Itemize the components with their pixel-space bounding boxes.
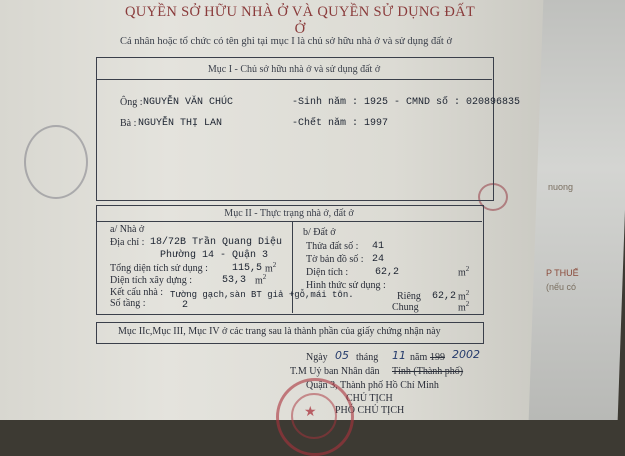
unit-superscript: 2 (465, 300, 470, 308)
land-area-value: 62,2 (375, 267, 400, 278)
owner-info: -Sinh năm : 1925 - CMND số : 020896835 (292, 97, 521, 108)
build-area-label: Diện tích xây dựng : (110, 275, 193, 286)
private-value: 62,2 (432, 291, 457, 302)
unit-superscript: 2 (262, 273, 267, 281)
address-line-2: Phường 14 - Quận 3 (160, 250, 269, 261)
unit-label: m (255, 275, 263, 287)
document-title: QUYỀN SỞ HỮU NHÀ Ở VÀ QUYỀN SỬ DỤNG ĐẤT Ở (124, 4, 476, 37)
parcel-label: Thửa đất số : (306, 241, 359, 252)
spouse-name: NGUYỄN THỊ LAN (138, 118, 223, 129)
date-year-struck: 199 (430, 352, 445, 363)
date-month-label: tháng (356, 352, 379, 363)
floors-label: Số tầng : (110, 298, 146, 309)
intro-text: Cá nhân hoặc tổ chức có tên ghi tại mục I là chủ sở hữu nhà ở và sử dụng đất ở (120, 36, 453, 47)
owner-label: Ông : (120, 97, 143, 108)
address-label: Địa chỉ : (110, 237, 145, 248)
side-text-1: nuong (548, 182, 574, 192)
side-text-2: P THUẾ (546, 268, 579, 278)
structure-label: Kết cấu nhà : (110, 287, 164, 298)
authority-line-3: CHỦ TỊCH (346, 393, 393, 404)
unit-superscript: 2 (465, 289, 470, 297)
adjacent-page (529, 0, 625, 420)
map-label: Tờ bản đồ số : (306, 254, 364, 265)
section-2-title: Mục II - Thực trạng nhà ở, đất ở (224, 208, 354, 219)
date-year: 2002 (452, 348, 480, 361)
authority-line-1: T.M Uỷ ban Nhân dân (290, 366, 380, 377)
unit-label: m (458, 302, 466, 314)
footer-note: Mục IIc,Mục III, Mục IV ở các trang sau là thành phần của giấy chứng nhận này (118, 326, 441, 337)
total-area-label: Tổng diện tích sử dụng : (110, 263, 208, 274)
land-area-unit (458, 265, 469, 278)
authority-line-2: Quận 3, Thành phố Hồ Chí Minh (306, 380, 439, 391)
shared-label: Chung (392, 302, 419, 313)
build-area-unit (255, 273, 266, 286)
unit-label: m (458, 267, 466, 279)
usage-label: Hình thức sử dụng : (306, 280, 386, 291)
date-month: 11 (392, 349, 406, 362)
section-1-divider (96, 79, 492, 80)
owner-name: NGUYỄN VĂN CHÚC (143, 97, 234, 108)
date-year-label: năm (410, 352, 428, 363)
shared-unit (458, 300, 469, 313)
date-day: 05 (335, 349, 349, 362)
seal-star-icon: ★ (304, 404, 317, 420)
spouse-info: -Chết năm : 1997 (292, 118, 389, 129)
unit-label: m (458, 291, 466, 303)
unit-label: m (265, 263, 273, 275)
spouse-label: Bà : (120, 118, 137, 129)
build-area-value: 53,3 (222, 275, 247, 286)
authority-line-4: PHÓ CHỦ TỊCH (335, 405, 405, 416)
land-area-label: Diện tích : (306, 267, 349, 278)
address-line-1: 18/72B Trần Quang Diệu (150, 237, 283, 248)
authority-struck: Tỉnh (Thành phố) (392, 366, 464, 377)
structure-value: Tường gạch,sàn BT giả +gỗ,mái tôn. (170, 290, 354, 300)
private-label: Riêng (397, 291, 421, 302)
section-2-divider (96, 221, 482, 222)
unit-superscript: 2 (272, 261, 277, 269)
land-header: b/ Đất ở (303, 227, 336, 238)
unit-superscript: 2 (465, 265, 470, 273)
parcel-value: 41 (372, 241, 385, 252)
date-prefix: Ngày (306, 352, 328, 363)
side-text-3: (nếu có (546, 282, 577, 292)
seal-left-icon (24, 125, 88, 199)
total-area-value: 115,5 (232, 263, 263, 274)
map-value: 24 (372, 254, 385, 265)
floors-value: 2 (182, 300, 189, 311)
total-area-unit (265, 261, 276, 274)
house-header: a/ Nhà ở (110, 224, 145, 235)
section-1-title: Mục I - Chủ sở hữu nhà ở và sử dụng đất ở (207, 64, 381, 75)
